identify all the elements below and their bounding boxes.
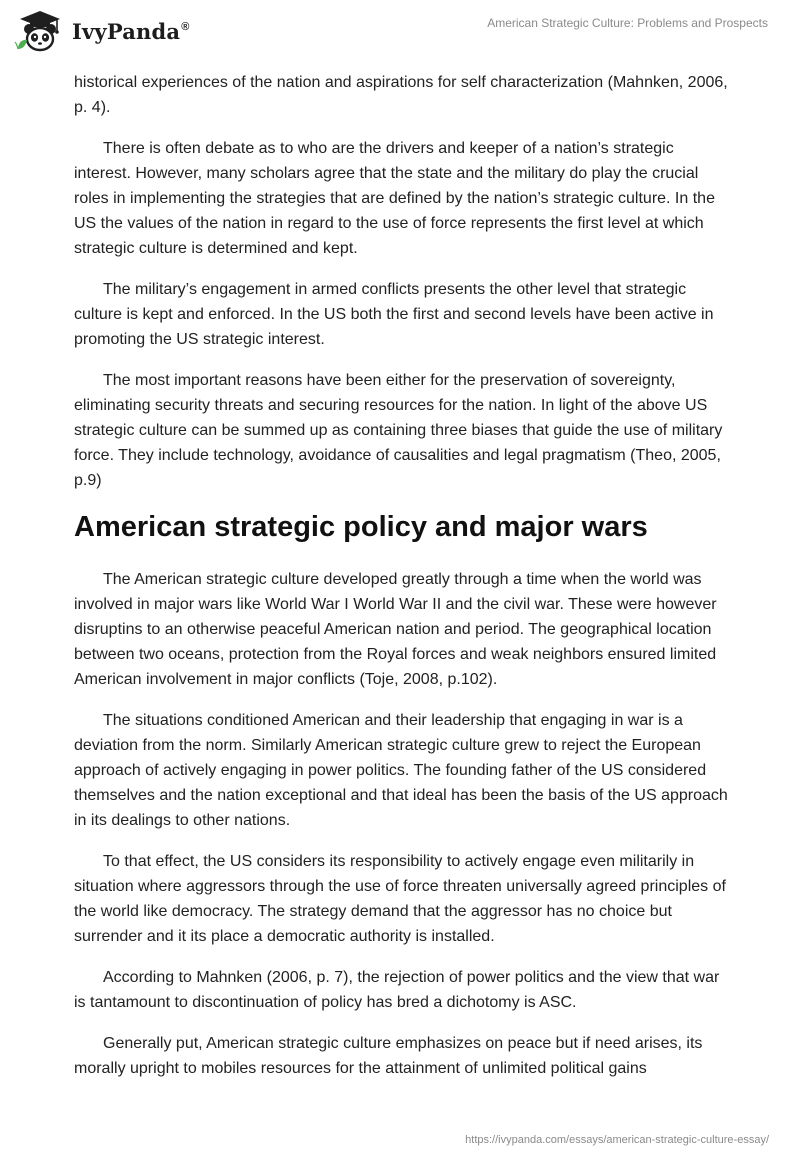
paragraph: According to Mahnken (2006, p. 7), the rejection of power politics and the view that war is tantamount to discontinuation of policy has bred a dichotomy is ASC. xyxy=(74,969,720,1011)
page-header xyxy=(0,0,800,70)
paragraph: The American strategic culture developed greatly through a time when the world was involved in major wars like World War I World War II and the civil war. These were however disruptins to an otherwise peaceful American nation and period. The geographical location between two oceans, protection from the Royal forces and weak neighbors ensured limited American involvement in major conflicts (Toje, 2008, p.102). xyxy=(74,571,717,688)
panda-graduate-icon xyxy=(14,9,66,53)
logo-name: IvyPanda xyxy=(72,18,181,44)
logo-text xyxy=(72,19,190,44)
paragraph: To that effect, the US considers its responsibility to actively engage even militarily in situation where aggressors through the use of force threaten universally agreed principles of the world like democracy. The strategy demand that the aggressor has no choice but surrender and it its place a democratic authority is installed. xyxy=(74,853,726,945)
paragraph: The military’s engagement in armed conflicts presents the other level that strategic culture is kept and enforced. In the US both the first and second levels have been active in promoting the US strategic interest. xyxy=(74,281,714,348)
paragraph: The situations conditioned American and their leadership that engaging in war is a deviation from the norm. Similarly American strategic culture grew to reject the European approach of actively engaging in power politics. The founding father of the US considered themselves and the nation exceptional and that ideal has been the basis of the US approach in its dealings to other nations. xyxy=(74,712,728,829)
registered-mark: ® xyxy=(181,20,190,33)
paragraph: The most important reasons have been either for the preservation of sovereignty, eliminating security threats and securing resources for the nation. In light of the above US strategic culture can be summed up as containing three biases that guide the use of military force. They include technology, avoidance of causalities and legal pragmatism (Theo, 2005, p.9) xyxy=(74,372,723,489)
essay-body xyxy=(74,70,734,1097)
source-url[interactable]: https://ivypanda.com/essays/american-strategic-culture-essay/ xyxy=(465,1134,769,1146)
document-title: American Strategic Culture: Problems and Prospects xyxy=(487,16,768,30)
paragraph: Generally put, American strategic culture emphasizes on peace but if need arises, its morally upright to mobiles resources for the attainment of unlimited political gains xyxy=(74,1035,703,1077)
paragraph: There is often debate as to who are the drivers and keeper of a nation’s strategic interest. However, many scholars agree that the state and the military do play the crucial roles in implementing the strategies that are defined by the nation’s strategic culture. In the US the values of the nation in regard to the use of force represents the first level at which strategic culture is determined and kept. xyxy=(74,140,715,257)
paragraph-continued: historical experiences of the nation and aspirations for self characterization (Mahnken, 2006, p. 4). xyxy=(74,74,728,116)
section-heading: American strategic policy and major wars xyxy=(74,511,648,543)
ivypanda-logo[interactable] xyxy=(14,9,190,53)
